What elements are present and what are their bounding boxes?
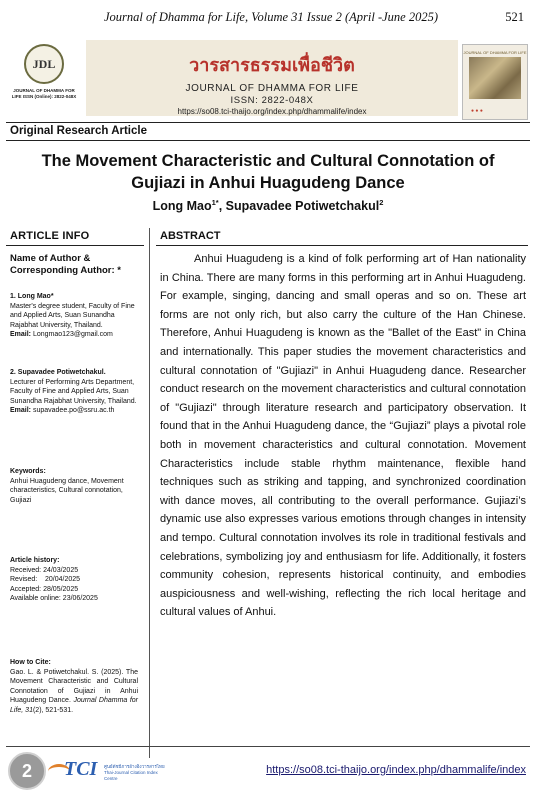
corresponding-author-label: Name of Author & Corresponding Author: *	[10, 253, 121, 276]
cite-journal: Journal Dhamma for Life, 31	[10, 697, 138, 714]
accepted-date: Accepted: 28/05/2025	[10, 585, 79, 593]
author-1: Long Mao	[152, 199, 212, 214]
cite-text-wrap	[10, 668, 138, 716]
tci-logo	[48, 758, 166, 784]
keywords-label: Keywords:	[10, 468, 46, 475]
cover-title: JOURNAL OF DHAMMA FOR LIFE	[463, 50, 527, 55]
article-type: Original Research Article	[10, 125, 147, 137]
available-date: Available online: 23/06/2025	[10, 595, 98, 602]
author-2-email-label: Email:	[10, 407, 32, 414]
received-date: Received: 24/03/2025	[10, 566, 79, 574]
abstract-text: Anhui Huagudeng is a kind of folk performing art of Han nationality in China. There are many forms in this performing art in Anhui Huagudeng. For example, singing, dancing and small operas and so on. These art forms are not only rich, but also carry the culture of the Han Chinese. Therefore, Anhui Huagudeng is known as the "Ballet of the East" in China and internationally. This paper studies the movement characteristics and cultural connotation of "Gujiazi" in Anhui Huagudeng dance. Researcher conduct research on the movement characteristics and cultural connotation of "Gujiazi" through literature research and participatory observation. It found that in the Anhui Huagudeng dance, the “Gujiazi” plays a pivotal role both in movement characteristics and cultural connotation. Movement Characteristics include stable rhythm maintenance, flexible hand techniques such as striking and tapping, and synchronized coordination with dance moves, all contributing to the overall performance. Gujiazi’s dynamic use also expresses various emotions through changes in intensity and tempo. Cultural connotation involves its role in traditional festivals and celebrations, symbolizing joy and enthusiasm for life. Additionally, it fosters community cohesion, represents historical continuity, and embodies auspiciousness and well-wishing, reflecting the rich local heritage and cultural values of Anhui.	[160, 253, 526, 619]
author-2: Supavadee Potiwetchakul	[225, 199, 380, 214]
author-1-email[interactable]: Longmao123@gmail.com	[32, 331, 113, 338]
author-2-title: 2. Supavadee Potiwetchakul.	[10, 369, 106, 376]
banner-url[interactable]: https://so08.tci-thaijo.org/index.php/dhammalife/index	[177, 107, 367, 116]
column-divider	[149, 228, 150, 758]
cite-text: Gao. L. & Potiwetchakul. S. (2025). The Movement Characteristic and Cultural Connotation of Gujiazi in Anhui Huagudeng Dance.	[10, 668, 138, 704]
running-header	[0, 8, 536, 26]
footer-link[interactable]: https://so08.tci-thaijo.org/index.php/dhammalife/index	[266, 764, 526, 776]
paper-title	[0, 150, 536, 194]
author-1-info	[10, 292, 138, 340]
keywords-block	[10, 467, 138, 505]
author-info-block	[10, 253, 138, 277]
keywords-text: Anhui Huagudeng dance, Movement characteristics, Cultural connotation, Gujiazi	[10, 477, 124, 504]
footer-divider	[6, 746, 530, 747]
cite-label: How to Cite:	[10, 659, 51, 666]
author-separator: ,	[218, 199, 226, 214]
creative-commons-icon: 2	[8, 752, 46, 790]
jdl-logo	[10, 44, 78, 114]
banner-title-block	[86, 40, 458, 116]
author-line	[0, 198, 536, 213]
tci-logo-subtext: ศูนย์ดัชนีการอ้างอิงวารสารไทย Thai-Journal Citation Index Centre	[104, 764, 165, 781]
article-history-block	[10, 556, 138, 604]
author-2-email[interactable]: supavadee.po@ssru.ac.th	[32, 407, 115, 414]
history-label: Article history:	[10, 557, 60, 564]
jdl-logo-subtext: JOURNAL OF DHAMMA FOR LIFE ISSN (Online): 2822-048X	[11, 88, 77, 99]
banner-divider	[6, 122, 530, 123]
page-number: 521	[505, 10, 524, 24]
abstract-heading: ABSTRACT	[160, 230, 221, 242]
journal-line: Journal of Dhamma for Life, Volume 31 Issue 2 (April -June 2025)	[104, 10, 438, 24]
author-2-affiliation-text: Lecturer of Performing Arts Department, Faculty of Fine and Applied Arts, Suan Sunandha Rajabhat University, Thailand.	[10, 378, 137, 405]
paper-title-line-2: Gujiazi in Anhui Huagudeng Dance	[131, 174, 405, 192]
author-2-info	[10, 368, 138, 416]
author-2-affiliation: 2	[379, 198, 384, 207]
journal-banner	[6, 38, 530, 120]
jdl-logo-icon: JDL	[24, 44, 64, 84]
article-info-rule	[6, 245, 144, 246]
cite-tail: (2), 521-531.	[32, 706, 74, 714]
article-info-heading: ARTICLE INFO	[10, 230, 90, 242]
cover-tci-mark-icon: ● ● ●	[471, 108, 483, 114]
author-1-email-label: Email:	[10, 331, 32, 338]
cover-art-image	[469, 57, 521, 99]
how-to-cite-block	[10, 658, 138, 715]
thai-journal-title: วารสารธรรมเพื่อชีวิต	[189, 55, 355, 76]
abstract-rule	[156, 245, 528, 246]
article-info-heading-wrap	[10, 230, 134, 242]
tci-logo-text: TCI	[64, 758, 98, 780]
title-divider	[6, 140, 530, 141]
author-1-affiliation: 1*	[211, 198, 219, 207]
issn: ISSN: 2822-048X	[230, 95, 314, 106]
author-1-affiliation-text: Master's degree student, Faculty of Fine and Applied Arts, Suan Sunandha Rajabhat University, Thailand.	[10, 302, 135, 329]
journal-cover-thumbnail	[462, 44, 528, 120]
revised-date: Revised: 20/04/2025	[10, 576, 81, 583]
english-journal-title: JOURNAL OF DHAMMA FOR LIFE	[185, 83, 359, 94]
paper-title-line-1: The Movement Characteristic and Cultural Connotation of	[41, 152, 495, 170]
author-1-title: 1. Long Mao*	[10, 293, 54, 300]
